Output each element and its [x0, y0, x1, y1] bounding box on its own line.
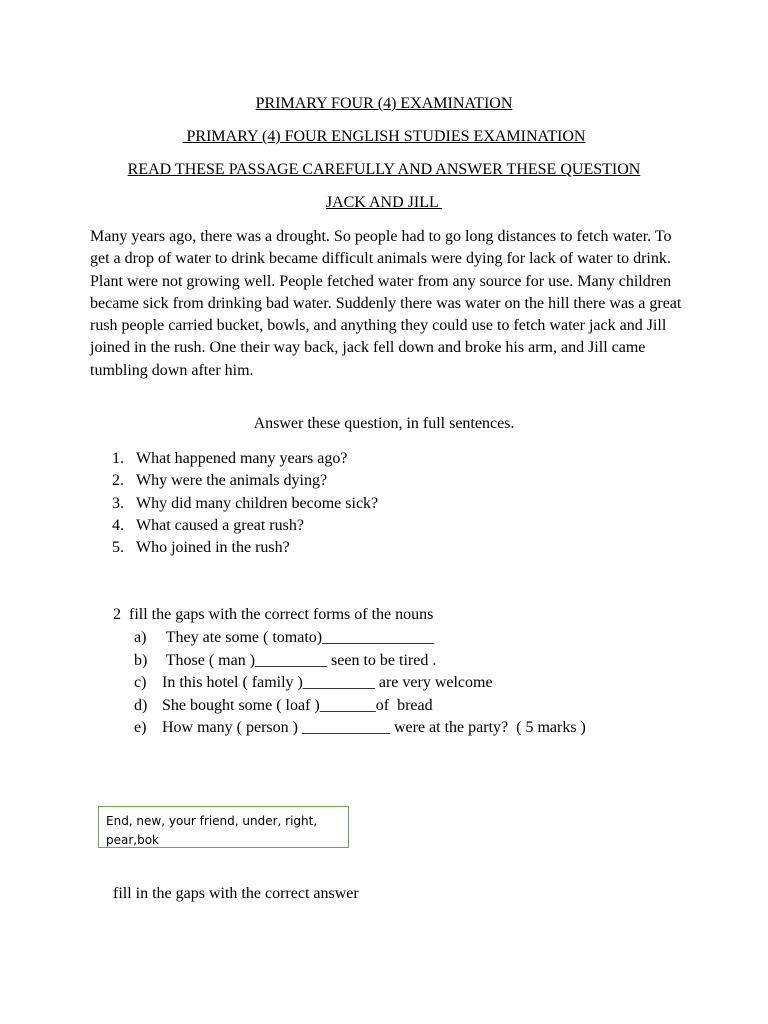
- gap-item: [134, 627, 586, 650]
- reading-instruction-heading: READ THESE PASSAGE CAREFULLY AND ANSWER THESE QUESTION: [127, 161, 641, 178]
- question-number: 3.: [112, 494, 124, 512]
- question-number: 2.: [112, 472, 124, 490]
- question-item: [112, 470, 378, 492]
- gap-text: Those ( man )_________ seen to be tired .: [162, 651, 437, 669]
- passage-text: Many years ago, there was a drought. So people had to go long distances to fetch water. To get a drop of water to drink became difficult animals were dying for lack of water to drink. Plant were not growing well. People fetched water from any source for use. Many children became sick from drinking bad water. Suddenly there was water on the hill there was a great rush people carried bucket, bowls, and anything they could use to fetch water jack and Jill joined in the rush. One their way back, jack fell down and broke his arm, and Jill came tumbling down after him.: [90, 228, 682, 379]
- word-bank-box: End, new, your friend, under, right, pear,bok: [98, 806, 349, 848]
- gap-item: [134, 672, 586, 695]
- gap-text: She bought some ( loaf )_______of bread: [162, 696, 433, 714]
- nouns-section-title: 2 fill the gaps with the correct forms of the nouns: [113, 606, 434, 623]
- final-instruction: fill in the gaps with the correct answer: [113, 885, 359, 902]
- gap-letter: d): [134, 696, 148, 714]
- questions-instruction: Answer these question, in full sentences.: [253, 415, 515, 432]
- comprehension-questions: [112, 448, 378, 559]
- question-item: [112, 537, 378, 559]
- gap-text: In this hotel ( family )_________ are very welcome: [162, 674, 493, 691]
- gap-text: How many ( person ) ___________ were at the party? ( 5 marks ): [162, 719, 586, 736]
- question-number: 1.: [112, 450, 124, 467]
- gap-letter: b): [134, 651, 148, 669]
- gap-item: [134, 695, 586, 718]
- exam-subtitle: PRIMARY (4) FOUR ENGLISH STUDIES EXAMINATION: [182, 128, 586, 145]
- question-text: Why did many children become sick?: [136, 494, 379, 512]
- question-item: [112, 515, 378, 537]
- question-number: 4.: [112, 516, 124, 534]
- passage-title: JACK AND JILL: [325, 194, 443, 211]
- question-text: What happened many years ago?: [136, 450, 348, 467]
- gap-letter: a): [134, 629, 147, 646]
- gap-text: They ate some ( tomato)______________: [162, 629, 435, 646]
- exam-title: PRIMARY FOUR (4) EXAMINATION: [255, 95, 513, 112]
- question-item: [112, 448, 378, 470]
- question-item: [112, 493, 378, 515]
- gap-item: [134, 717, 586, 740]
- question-number: 5.: [112, 539, 124, 557]
- gap-item: [134, 650, 586, 673]
- question-text: What caused a great rush?: [136, 516, 304, 534]
- question-text: Why were the animals dying?: [136, 472, 328, 490]
- question-text: Who joined in the rush?: [136, 539, 290, 557]
- nouns-gap-list: [134, 627, 586, 740]
- gap-letter: e): [134, 719, 147, 736]
- gap-letter: c): [134, 674, 147, 691]
